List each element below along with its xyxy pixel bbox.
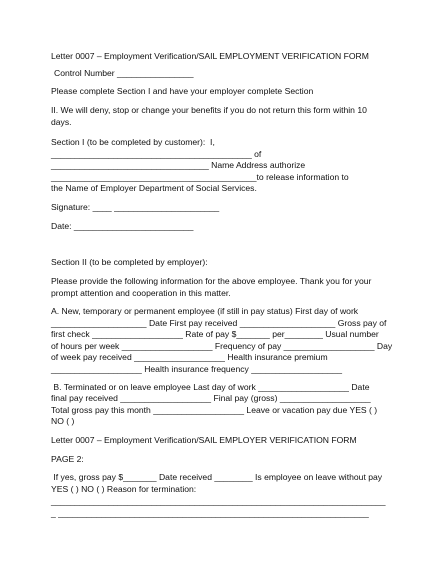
warning-text-line-1: II. We will deny, stop or change your benefits if you do not return this form within 10: [51, 105, 367, 115]
page2-line-3: ______________________________________________________________________: [51, 496, 386, 506]
intro-text: Please complete Section I and have your employer complete Section: [51, 86, 314, 96]
part-a-line-4: of hours per week ___________________ Frequency of pay ___________________ Day: [51, 341, 393, 351]
part-a-line-5: of week pay received ___________________ Health insurance premium: [51, 352, 328, 362]
part-b-line-4: NO ( ): [51, 416, 75, 426]
section2-request-line-2: prompt attention and cooperation in this matter.: [51, 288, 231, 298]
date-field: Date: _________________________: [51, 221, 194, 231]
part-b-line-1: B. Terminated or on leave employee Last day of work ___________________ Date: [51, 382, 370, 392]
part-a-line-1: A. New, temporary or permanent employee (if still in pay status) First day of work: [51, 306, 359, 316]
section2-heading: Section II (to be completed by employer):: [51, 257, 208, 267]
part-b-line-2: final pay received ___________________ Final pay (gross) ___________________: [51, 393, 371, 403]
section1-line-3: ___________________________________________to release information to: [51, 172, 349, 182]
page2-line-2: YES ( ) NO ( ) Reason for termination:: [51, 484, 197, 494]
warning-text-line-2: days.: [51, 117, 72, 127]
document-title: Letter 0007 – Employment Verification/SAIL EMPLOYMENT VERIFICATION FORM: [51, 51, 369, 61]
part-b-line-3: Total gross pay this month ___________________ Leave or vacation pay due YES ( ): [51, 405, 378, 415]
part-a-line-3: first check ___________________ Rate of pay $_______ per________ Usual number: [51, 329, 379, 339]
section1-line-4: the Name of Employer Department of Social Services.: [51, 183, 257, 193]
part-a-line-6: ___________________ Health insurance frequency ___________________: [51, 364, 343, 374]
section1-line-2: _________________________________ Name Address authorize: [51, 160, 306, 170]
control-number-field: Control Number ________________: [54, 68, 194, 78]
page2-line-1: If yes, gross pay $_______ Date received ________ Is employee on leave without pay: [51, 472, 383, 482]
footer-title: Letter 0007 – Employment Verification/SAIL EMPLOYER VERIFICATION FORM: [51, 435, 357, 445]
section1-heading: Section I (to be completed by customer): I,: [51, 137, 215, 147]
section2-request-line-1: Please provide the following information for the above employee. Thank you for your: [51, 276, 372, 286]
part-a-line-2: ____________________ Date First pay received ____________________ Gross pay of: [51, 318, 387, 328]
page2-line-4: _ _________________________________________________________________: [51, 508, 369, 518]
page-label: PAGE 2:: [51, 454, 84, 464]
signature-field: Signature: ____ ______________________: [51, 202, 220, 212]
section1-line-1: __________________________________________ of: [51, 149, 262, 159]
